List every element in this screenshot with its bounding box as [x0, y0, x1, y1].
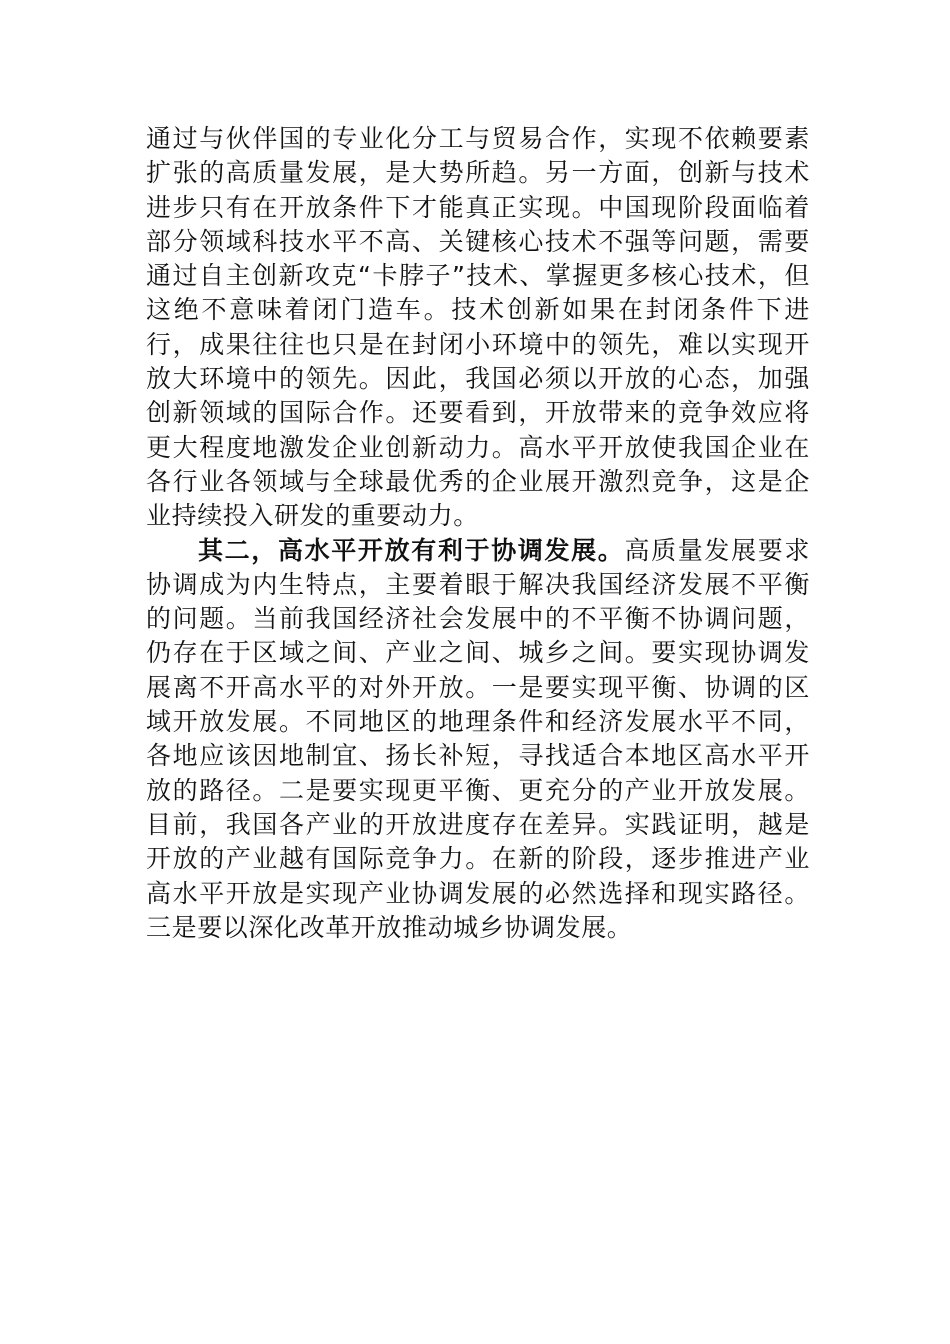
paragraph-coordinated-development — [146, 534, 810, 946]
paragraph-body-text: 高质量发展要求协调成为内生特点，主要着眼于解决我国经济发展不平衡的问题。当前我国经济社会发展中的不平衡不协调问题，仍存在于区域之间、产业之间、城乡之间。要实现协调发展离不开高水平的对外开放。一是要实现平衡、协调的区域开放发展。不同地区的地理条件和经济发展水平不同，各地应该因地制宜、扬长补短，寻找适合本地区高水平开放的路径。二是要实现更平衡、更充分的产业开放发展。目前，我国各产业的开放进度存在差异。实践证明，越是开放的产业越有国际竞争力。在新的阶段，逐步推进产业高水平开放是实现产业协调发展的必然选择和现实路径。三是要以深化改革开放推动城乡协调发展。 — [146, 535, 810, 942]
paragraph-lead-heading: 其二，高水平开放有利于协调发展。 — [198, 535, 625, 565]
paragraph-continuation: 通过与伙伴国的专业化分工与贸易合作，实现不依赖要素扩张的高质量发展，是大势所趋。另一方面，创新与技术进步只有在开放条件下才能真正实现。中国现阶段面临着部分领域科技水平不高、关键核心技术不强等问题，需要通过自主创新攻克“卡脖子”技术、掌握更多核心技术，但这绝不意味着闭门造车。技术创新如果在封闭条件下进行，成果往往也只是在封闭小环境中的领先，难以实现开放大环境中的领先。因此，我国必须以开放的心态，加强创新领域的国际合作。还要看到，开放带来的竞争效应将更大程度地激发企业创新动力。高水平开放使我国企业在各行业各领域与全球最优秀的企业展开激烈竞争，这是企业持续投入研发的重要动力。 — [146, 124, 810, 531]
document-body — [146, 122, 810, 945]
